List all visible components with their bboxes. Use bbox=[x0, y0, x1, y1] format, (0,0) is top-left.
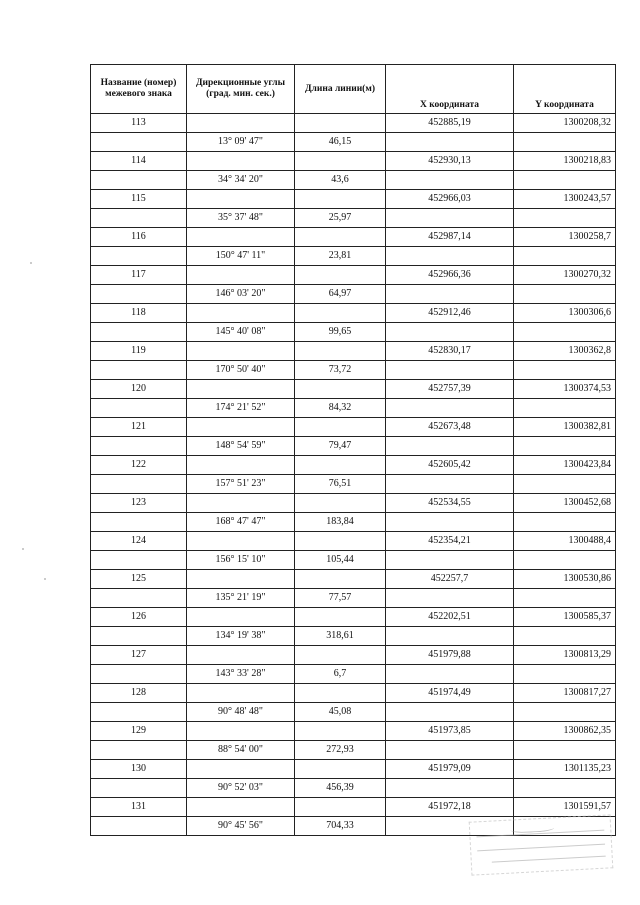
cell-mark-name: 113 bbox=[91, 114, 187, 133]
cell-y-coordinate: 1300218,83 bbox=[514, 152, 616, 171]
cell-y-coordinate: 1300208,32 bbox=[514, 114, 616, 133]
cell-x-coordinate: 452605,42 bbox=[386, 456, 514, 475]
cell-x-coordinate bbox=[386, 247, 514, 266]
cell-x-coordinate: 451973,85 bbox=[386, 722, 514, 741]
scan-speck bbox=[22, 548, 24, 550]
cell-line-length bbox=[295, 798, 386, 817]
table-row bbox=[91, 437, 616, 456]
cell-line-length bbox=[295, 608, 386, 627]
cell-x-coordinate: 452757,39 bbox=[386, 380, 514, 399]
cell-line-length bbox=[295, 532, 386, 551]
cell-direction-angle: 148° 54' 59" bbox=[187, 437, 295, 456]
table-row bbox=[91, 190, 616, 209]
cell-x-coordinate: 452534,55 bbox=[386, 494, 514, 513]
cell-x-coordinate: 452673,48 bbox=[386, 418, 514, 437]
cell-direction-angle bbox=[187, 760, 295, 779]
header-direction-angle: Дирекционные углы (град. мин. сек.) bbox=[187, 65, 295, 114]
cell-line-length bbox=[295, 190, 386, 209]
table-row bbox=[91, 741, 616, 760]
cell-y-coordinate bbox=[514, 703, 616, 722]
table-row bbox=[91, 228, 616, 247]
cell-x-coordinate bbox=[386, 475, 514, 494]
table-header-row bbox=[91, 65, 616, 114]
cell-direction-angle bbox=[187, 722, 295, 741]
table-row bbox=[91, 570, 616, 589]
cell-mark-name bbox=[91, 817, 187, 836]
cell-direction-angle bbox=[187, 418, 295, 437]
cell-y-coordinate bbox=[514, 437, 616, 456]
cell-y-coordinate: 1300488,4 bbox=[514, 532, 616, 551]
cell-line-length: 105,44 bbox=[295, 551, 386, 570]
cell-y-coordinate: 1300258,7 bbox=[514, 228, 616, 247]
cell-x-coordinate bbox=[386, 703, 514, 722]
table-row bbox=[91, 399, 616, 418]
cell-mark-name bbox=[91, 285, 187, 304]
cell-direction-angle: 168° 47' 47" bbox=[187, 513, 295, 532]
cell-y-coordinate: 1300270,32 bbox=[514, 266, 616, 285]
table-row bbox=[91, 152, 616, 171]
cell-y-coordinate bbox=[514, 399, 616, 418]
table-row bbox=[91, 608, 616, 627]
cell-y-coordinate bbox=[514, 209, 616, 228]
table-row bbox=[91, 361, 616, 380]
cell-line-length bbox=[295, 380, 386, 399]
cell-mark-name: 129 bbox=[91, 722, 187, 741]
cell-y-coordinate bbox=[514, 513, 616, 532]
cell-y-coordinate bbox=[514, 361, 616, 380]
cell-direction-angle: 90° 45' 56" bbox=[187, 817, 295, 836]
table-row bbox=[91, 532, 616, 551]
cell-x-coordinate: 452912,46 bbox=[386, 304, 514, 323]
table-row bbox=[91, 722, 616, 741]
stamp-mark bbox=[469, 814, 614, 875]
cell-x-coordinate: 451979,09 bbox=[386, 760, 514, 779]
cell-mark-name: 118 bbox=[91, 304, 187, 323]
header-mark-name: Название (номер) межевого знака bbox=[91, 65, 187, 114]
cell-direction-angle bbox=[187, 646, 295, 665]
cell-x-coordinate bbox=[386, 399, 514, 418]
cell-direction-angle bbox=[187, 152, 295, 171]
cell-line-length: 84,32 bbox=[295, 399, 386, 418]
cell-x-coordinate bbox=[386, 323, 514, 342]
cell-mark-name: 123 bbox=[91, 494, 187, 513]
cell-x-coordinate: 452257,7 bbox=[386, 570, 514, 589]
cell-line-length bbox=[295, 266, 386, 285]
cell-mark-name: 130 bbox=[91, 760, 187, 779]
cell-line-length: 6,7 bbox=[295, 665, 386, 684]
cell-line-length bbox=[295, 456, 386, 475]
cell-line-length bbox=[295, 228, 386, 247]
table-row bbox=[91, 627, 616, 646]
cell-mark-name bbox=[91, 209, 187, 228]
table-row bbox=[91, 798, 616, 817]
cell-direction-angle: 156° 15' 10" bbox=[187, 551, 295, 570]
cell-x-coordinate: 451972,18 bbox=[386, 798, 514, 817]
cell-direction-angle bbox=[187, 532, 295, 551]
cell-y-coordinate: 1300306,6 bbox=[514, 304, 616, 323]
cell-line-length bbox=[295, 722, 386, 741]
cell-x-coordinate bbox=[386, 513, 514, 532]
cell-x-coordinate bbox=[386, 133, 514, 152]
cell-x-coordinate: 451974,49 bbox=[386, 684, 514, 703]
cell-x-coordinate: 452966,36 bbox=[386, 266, 514, 285]
cell-y-coordinate: 1300362,8 bbox=[514, 342, 616, 361]
cell-y-coordinate bbox=[514, 589, 616, 608]
table-row bbox=[91, 475, 616, 494]
cell-x-coordinate bbox=[386, 209, 514, 228]
cell-mark-name bbox=[91, 361, 187, 380]
table-row bbox=[91, 323, 616, 342]
cell-x-coordinate: 452830,17 bbox=[386, 342, 514, 361]
cell-line-length: 704,33 bbox=[295, 817, 386, 836]
cell-mark-name bbox=[91, 513, 187, 532]
cell-mark-name bbox=[91, 399, 187, 418]
cell-line-length: 73,72 bbox=[295, 361, 386, 380]
table-row bbox=[91, 551, 616, 570]
cell-line-length: 79,47 bbox=[295, 437, 386, 456]
cell-x-coordinate: 452202,51 bbox=[386, 608, 514, 627]
cell-line-length bbox=[295, 304, 386, 323]
cell-mark-name: 124 bbox=[91, 532, 187, 551]
cell-direction-angle bbox=[187, 228, 295, 247]
table-row bbox=[91, 589, 616, 608]
cell-line-length bbox=[295, 494, 386, 513]
cell-direction-angle: 157° 51' 23" bbox=[187, 475, 295, 494]
cell-y-coordinate bbox=[514, 779, 616, 798]
cell-direction-angle bbox=[187, 494, 295, 513]
cell-x-coordinate: 452966,03 bbox=[386, 190, 514, 209]
cell-line-length: 25,97 bbox=[295, 209, 386, 228]
cell-mark-name: 116 bbox=[91, 228, 187, 247]
cell-y-coordinate: 1300374,53 bbox=[514, 380, 616, 399]
cell-direction-angle: 146° 03' 20" bbox=[187, 285, 295, 304]
cell-direction-angle: 170° 50' 40" bbox=[187, 361, 295, 380]
cell-line-length: 77,57 bbox=[295, 589, 386, 608]
cell-y-coordinate bbox=[514, 551, 616, 570]
cell-y-coordinate bbox=[514, 665, 616, 684]
cell-line-length: 45,08 bbox=[295, 703, 386, 722]
table-row bbox=[91, 494, 616, 513]
cell-x-coordinate: 451979,88 bbox=[386, 646, 514, 665]
cell-mark-name: 117 bbox=[91, 266, 187, 285]
cell-line-length: 46,15 bbox=[295, 133, 386, 152]
table-row bbox=[91, 418, 616, 437]
scan-speck bbox=[30, 262, 32, 264]
cell-line-length: 23,81 bbox=[295, 247, 386, 266]
cell-y-coordinate: 1301591,57 bbox=[514, 798, 616, 817]
cell-direction-angle: 145° 40' 08" bbox=[187, 323, 295, 342]
cell-y-coordinate bbox=[514, 741, 616, 760]
cell-y-coordinate: 1300530,86 bbox=[514, 570, 616, 589]
cell-mark-name bbox=[91, 247, 187, 266]
cell-direction-angle: 174° 21' 52" bbox=[187, 399, 295, 418]
cell-line-length bbox=[295, 418, 386, 437]
cell-mark-name: 115 bbox=[91, 190, 187, 209]
scan-speck bbox=[44, 578, 46, 580]
cell-mark-name: 126 bbox=[91, 608, 187, 627]
table-row bbox=[91, 114, 616, 133]
cell-line-length: 64,97 bbox=[295, 285, 386, 304]
cell-line-length bbox=[295, 760, 386, 779]
cell-x-coordinate bbox=[386, 741, 514, 760]
cell-x-coordinate bbox=[386, 361, 514, 380]
header-line-length: Длина линии(м) bbox=[295, 65, 386, 114]
cell-y-coordinate bbox=[514, 323, 616, 342]
cell-direction-angle: 90° 52' 03" bbox=[187, 779, 295, 798]
cell-y-coordinate bbox=[514, 171, 616, 190]
cell-y-coordinate bbox=[514, 285, 616, 304]
cell-line-length: 99,65 bbox=[295, 323, 386, 342]
cell-line-length bbox=[295, 684, 386, 703]
cell-line-length bbox=[295, 646, 386, 665]
table-row bbox=[91, 342, 616, 361]
cell-mark-name bbox=[91, 589, 187, 608]
cell-direction-angle: 150° 47' 11" bbox=[187, 247, 295, 266]
cell-y-coordinate: 1300452,68 bbox=[514, 494, 616, 513]
cell-mark-name bbox=[91, 133, 187, 152]
cell-y-coordinate: 1300585,37 bbox=[514, 608, 616, 627]
cell-y-coordinate bbox=[514, 247, 616, 266]
table-row bbox=[91, 171, 616, 190]
cell-y-coordinate bbox=[514, 627, 616, 646]
cell-direction-angle: 134° 19' 38" bbox=[187, 627, 295, 646]
cell-mark-name: 121 bbox=[91, 418, 187, 437]
cell-direction-angle: 88° 54' 00" bbox=[187, 741, 295, 760]
cell-y-coordinate: 1300813,29 bbox=[514, 646, 616, 665]
table-row bbox=[91, 779, 616, 798]
cell-mark-name bbox=[91, 551, 187, 570]
cell-direction-angle: 90° 48' 48" bbox=[187, 703, 295, 722]
cell-direction-angle: 35° 37' 48" bbox=[187, 209, 295, 228]
cell-x-coordinate bbox=[386, 285, 514, 304]
table-row bbox=[91, 456, 616, 475]
cell-mark-name: 120 bbox=[91, 380, 187, 399]
table-row bbox=[91, 684, 616, 703]
cell-mark-name: 114 bbox=[91, 152, 187, 171]
table-row bbox=[91, 247, 616, 266]
cell-direction-angle bbox=[187, 608, 295, 627]
cell-mark-name: 128 bbox=[91, 684, 187, 703]
cell-x-coordinate: 452885,19 bbox=[386, 114, 514, 133]
cell-direction-angle bbox=[187, 570, 295, 589]
cell-mark-name: 131 bbox=[91, 798, 187, 817]
cell-mark-name: 119 bbox=[91, 342, 187, 361]
cell-mark-name bbox=[91, 627, 187, 646]
cell-line-length: 318,61 bbox=[295, 627, 386, 646]
cell-direction-angle bbox=[187, 456, 295, 475]
header-x-coordinate: X координата bbox=[386, 65, 514, 114]
table-row bbox=[91, 304, 616, 323]
header-y-coordinate: Y координата bbox=[514, 65, 616, 114]
table-row bbox=[91, 646, 616, 665]
cell-line-length: 456,39 bbox=[295, 779, 386, 798]
cell-direction-angle: 143° 33' 28" bbox=[187, 665, 295, 684]
cell-y-coordinate: 1300243,57 bbox=[514, 190, 616, 209]
cell-mark-name: 122 bbox=[91, 456, 187, 475]
cell-line-length: 183,84 bbox=[295, 513, 386, 532]
table-row bbox=[91, 266, 616, 285]
cell-line-length bbox=[295, 342, 386, 361]
cell-direction-angle bbox=[187, 266, 295, 285]
cell-mark-name bbox=[91, 323, 187, 342]
cell-mark-name bbox=[91, 741, 187, 760]
cell-direction-angle: 13° 09' 47" bbox=[187, 133, 295, 152]
cell-direction-angle bbox=[187, 342, 295, 361]
table-row bbox=[91, 703, 616, 722]
cell-x-coordinate bbox=[386, 627, 514, 646]
cell-line-length bbox=[295, 152, 386, 171]
cell-x-coordinate bbox=[386, 551, 514, 570]
cell-y-coordinate bbox=[514, 475, 616, 494]
cell-y-coordinate: 1300817,27 bbox=[514, 684, 616, 703]
boundary-marks-table bbox=[90, 64, 616, 836]
table-row bbox=[91, 380, 616, 399]
cell-direction-angle bbox=[187, 684, 295, 703]
cell-y-coordinate bbox=[514, 133, 616, 152]
cell-direction-angle bbox=[187, 304, 295, 323]
table-row bbox=[91, 760, 616, 779]
cell-mark-name bbox=[91, 475, 187, 494]
cell-x-coordinate: 452354,21 bbox=[386, 532, 514, 551]
cell-mark-name: 127 bbox=[91, 646, 187, 665]
cell-y-coordinate: 1300862,35 bbox=[514, 722, 616, 741]
table-row bbox=[91, 209, 616, 228]
cell-y-coordinate: 1300382,81 bbox=[514, 418, 616, 437]
cell-direction-angle bbox=[187, 798, 295, 817]
table-row bbox=[91, 665, 616, 684]
cell-mark-name bbox=[91, 779, 187, 798]
cell-x-coordinate bbox=[386, 665, 514, 684]
cell-line-length: 272,93 bbox=[295, 741, 386, 760]
cell-direction-angle: 135° 21' 19" bbox=[187, 589, 295, 608]
cell-direction-angle: 34° 34' 20" bbox=[187, 171, 295, 190]
cell-mark-name: 125 bbox=[91, 570, 187, 589]
cell-mark-name bbox=[91, 703, 187, 722]
table-row bbox=[91, 513, 616, 532]
table-body bbox=[91, 114, 616, 836]
cell-line-length: 43,6 bbox=[295, 171, 386, 190]
cell-x-coordinate: 452987,14 bbox=[386, 228, 514, 247]
cell-mark-name bbox=[91, 437, 187, 456]
cell-direction-angle bbox=[187, 380, 295, 399]
cell-x-coordinate bbox=[386, 437, 514, 456]
cell-line-length bbox=[295, 570, 386, 589]
cell-x-coordinate bbox=[386, 589, 514, 608]
cell-mark-name bbox=[91, 665, 187, 684]
cell-x-coordinate bbox=[386, 779, 514, 798]
table-row bbox=[91, 133, 616, 152]
cell-y-coordinate: 1301135,23 bbox=[514, 760, 616, 779]
cell-x-coordinate: 452930,13 bbox=[386, 152, 514, 171]
cell-x-coordinate bbox=[386, 171, 514, 190]
table-row bbox=[91, 285, 616, 304]
cell-direction-angle bbox=[187, 114, 295, 133]
cell-direction-angle bbox=[187, 190, 295, 209]
cell-line-length: 76,51 bbox=[295, 475, 386, 494]
cell-mark-name bbox=[91, 171, 187, 190]
cell-y-coordinate: 1300423,84 bbox=[514, 456, 616, 475]
cell-line-length bbox=[295, 114, 386, 133]
